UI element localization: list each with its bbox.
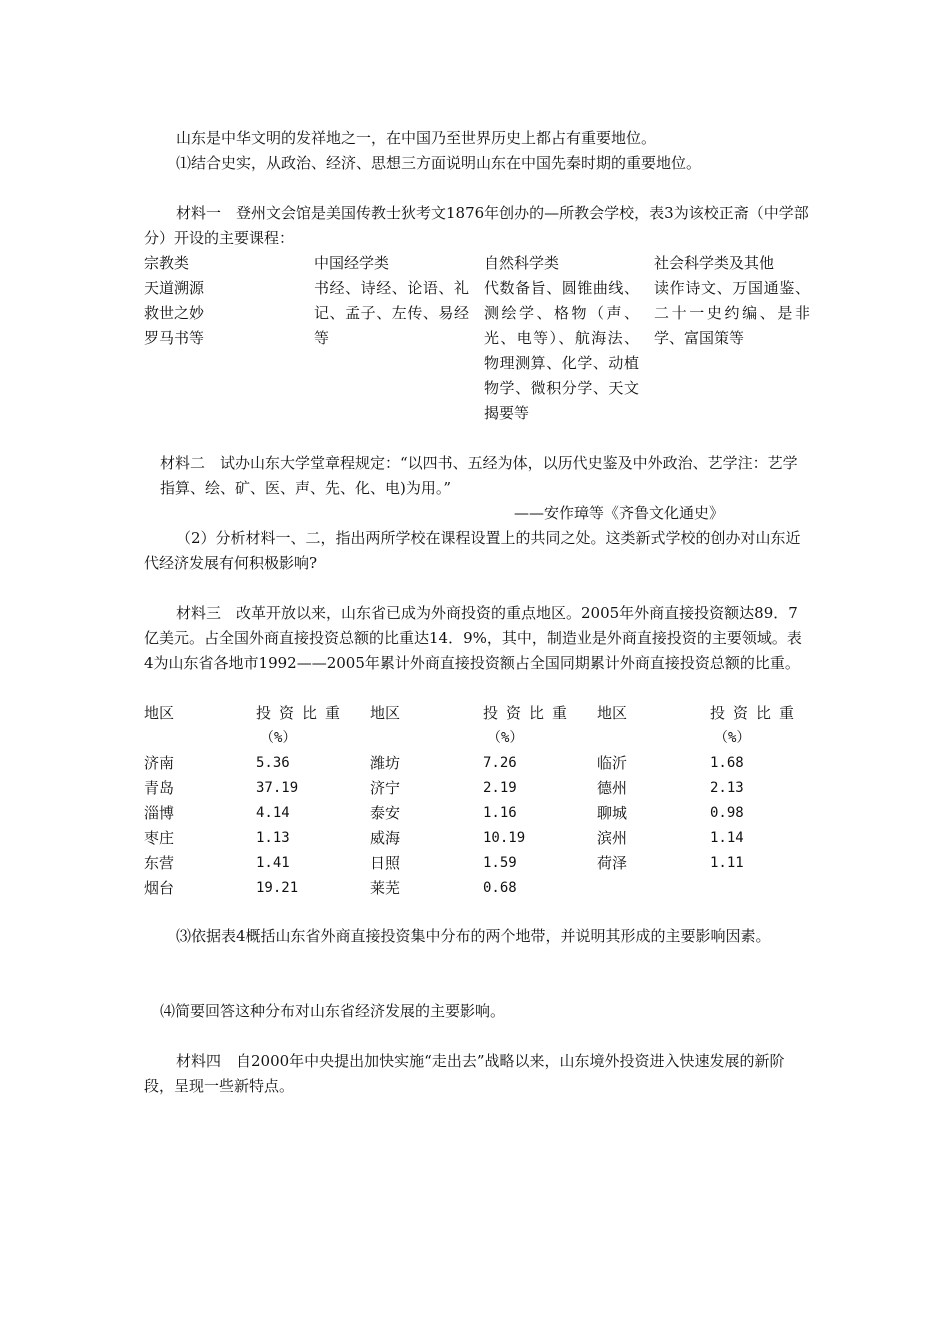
region-column [597,701,627,876]
region-cell: 济南 [144,754,175,772]
region-cell: 滨州 [597,829,628,847]
region-cell: 日照 [370,854,401,872]
ratio-cell: 0.68 [483,880,517,896]
ratio-header: 投资比重 [256,704,349,722]
material-2-source: ——安作璋等《齐鲁文化通史》 [513,504,724,522]
region-cell: 枣庄 [144,829,175,847]
intro-paragraph: 山东是中华文明的发祥地之一，在中国乃至世界历史上都占有重要地位。 [176,129,657,147]
material-2-paragraph: 材料二 试办山东大学堂章程规定：“以四书、五经为体，以历代史鉴及中外政治、艺学注：艺学指算、绘、矿、医、声、先、化、电)为用。” [160,454,798,497]
course-column-classics [314,251,469,351]
ratio-cell: 1.11 [710,855,744,871]
ratio-header: 投资比重 [483,704,576,722]
region-cell: 临沂 [597,754,628,772]
region-cell: 青岛 [144,779,175,797]
ratio-header: 投资比重 [710,704,803,722]
region-cell: 荷泽 [597,854,628,872]
course-header: 自然科学类 [484,254,560,272]
region-cell: 潍坊 [370,754,401,772]
course-cell: 书经、诗经、论语、礼记、孟子、左传、易经等 [314,279,469,347]
ratio-unit: （%） [714,730,751,746]
region-cell: 德州 [597,779,628,797]
course-header: 社会科学类及其他 [654,254,775,272]
ratio-cell: 1.41 [256,855,290,871]
course-column-religion [144,251,294,351]
region-header: 地区 [597,704,628,722]
ratio-column [710,701,802,876]
region-column [144,701,174,901]
question-4: ⑷简要回答这种分布对山东省经济发展的主要影响。 [160,1002,506,1020]
ratio-cell: 1.68 [710,755,744,771]
course-header: 宗教类 [144,254,190,272]
ratio-column [483,701,575,901]
ratio-cell: 2.19 [483,780,517,796]
ratio-cell: 5.36 [256,755,290,771]
region-cell: 东营 [144,854,175,872]
question-2: （2）分析材料一、二，指出两所学校在课程设置上的共同之处。这类新式学校的创办对山东近代经济发展有何积极影响? [144,529,801,572]
ratio-column [256,701,348,901]
ratio-cell: 37.19 [256,780,299,796]
material-4-paragraph: 材料四 自2000年中央提出加快实施“走出去”战略以来，山东境外投资进入快速发展的新阶段，呈现一些新特点。 [144,1052,785,1095]
ratio-unit: （%） [260,730,297,746]
material-1-paragraph: 材料一 登州文会馆是美国传教士狄考文1876年创办的—所教会学校，表3为该校正斋（中学部分）开设的主要课程： [144,204,809,247]
material-3-paragraph: 材料三 改革开放以来，山东省已成为外商投资的重点地区。2005年外商直接投资额达89．7亿美元。占全国外商直接投资总额的比重达14．9%，其中，制造业是外商直接投资的主要领域。表4为山东省各地市1992——2005年累计外商直接投资额占全国同期累计外商直接投资总额的比重。 [144,604,802,672]
region-cell: 威海 [370,829,401,847]
region-cell: 泰安 [370,804,401,822]
question-1: ⑴结合史实，从政治、经济、思想三方面说明山东在中国先秦时期的重要地位。 [176,154,702,172]
region-cell: 聊城 [597,804,628,822]
ratio-unit: （%） [487,730,524,746]
ratio-cell: 19.21 [256,880,299,896]
course-header: 中国经学类 [314,254,390,272]
ratio-cell: 2.13 [710,780,744,796]
course-cell: 读作诗文、万国通鉴、二十一史约编、是非学、富国策等 [654,279,810,347]
ratio-cell: 1.59 [483,855,517,871]
region-header: 地区 [370,704,401,722]
ratio-cell: 1.16 [483,805,517,821]
ratio-cell: 1.14 [710,830,744,846]
question-3: ⑶依据表4概括山东省外商直接投资集中分布的两个地带，并说明其形成的主要影响因素。 [176,927,771,945]
ratio-cell: 7.26 [483,755,517,771]
region-header: 地区 [144,704,175,722]
course-column-natural-science [484,251,639,426]
course-cell: 天道溯源 救世之妙 罗马书等 [144,279,205,347]
region-cell: 淄博 [144,804,175,822]
region-cell: 济宁 [370,779,401,797]
course-column-social-science [654,251,810,351]
ratio-cell: 1.13 [256,830,290,846]
ratio-cell: 0.98 [710,805,744,821]
ratio-cell: 4.14 [256,805,290,821]
region-cell: 莱芜 [370,879,401,897]
course-cell: 代数备旨、圆锥曲线、测绘学、格物（声、光、电等）、航海法、物理测算、化学、动植物学、微积分学、天文揭要等 [484,279,639,422]
region-column [370,701,400,901]
region-cell: 烟台 [144,879,175,897]
ratio-cell: 10.19 [483,830,526,846]
